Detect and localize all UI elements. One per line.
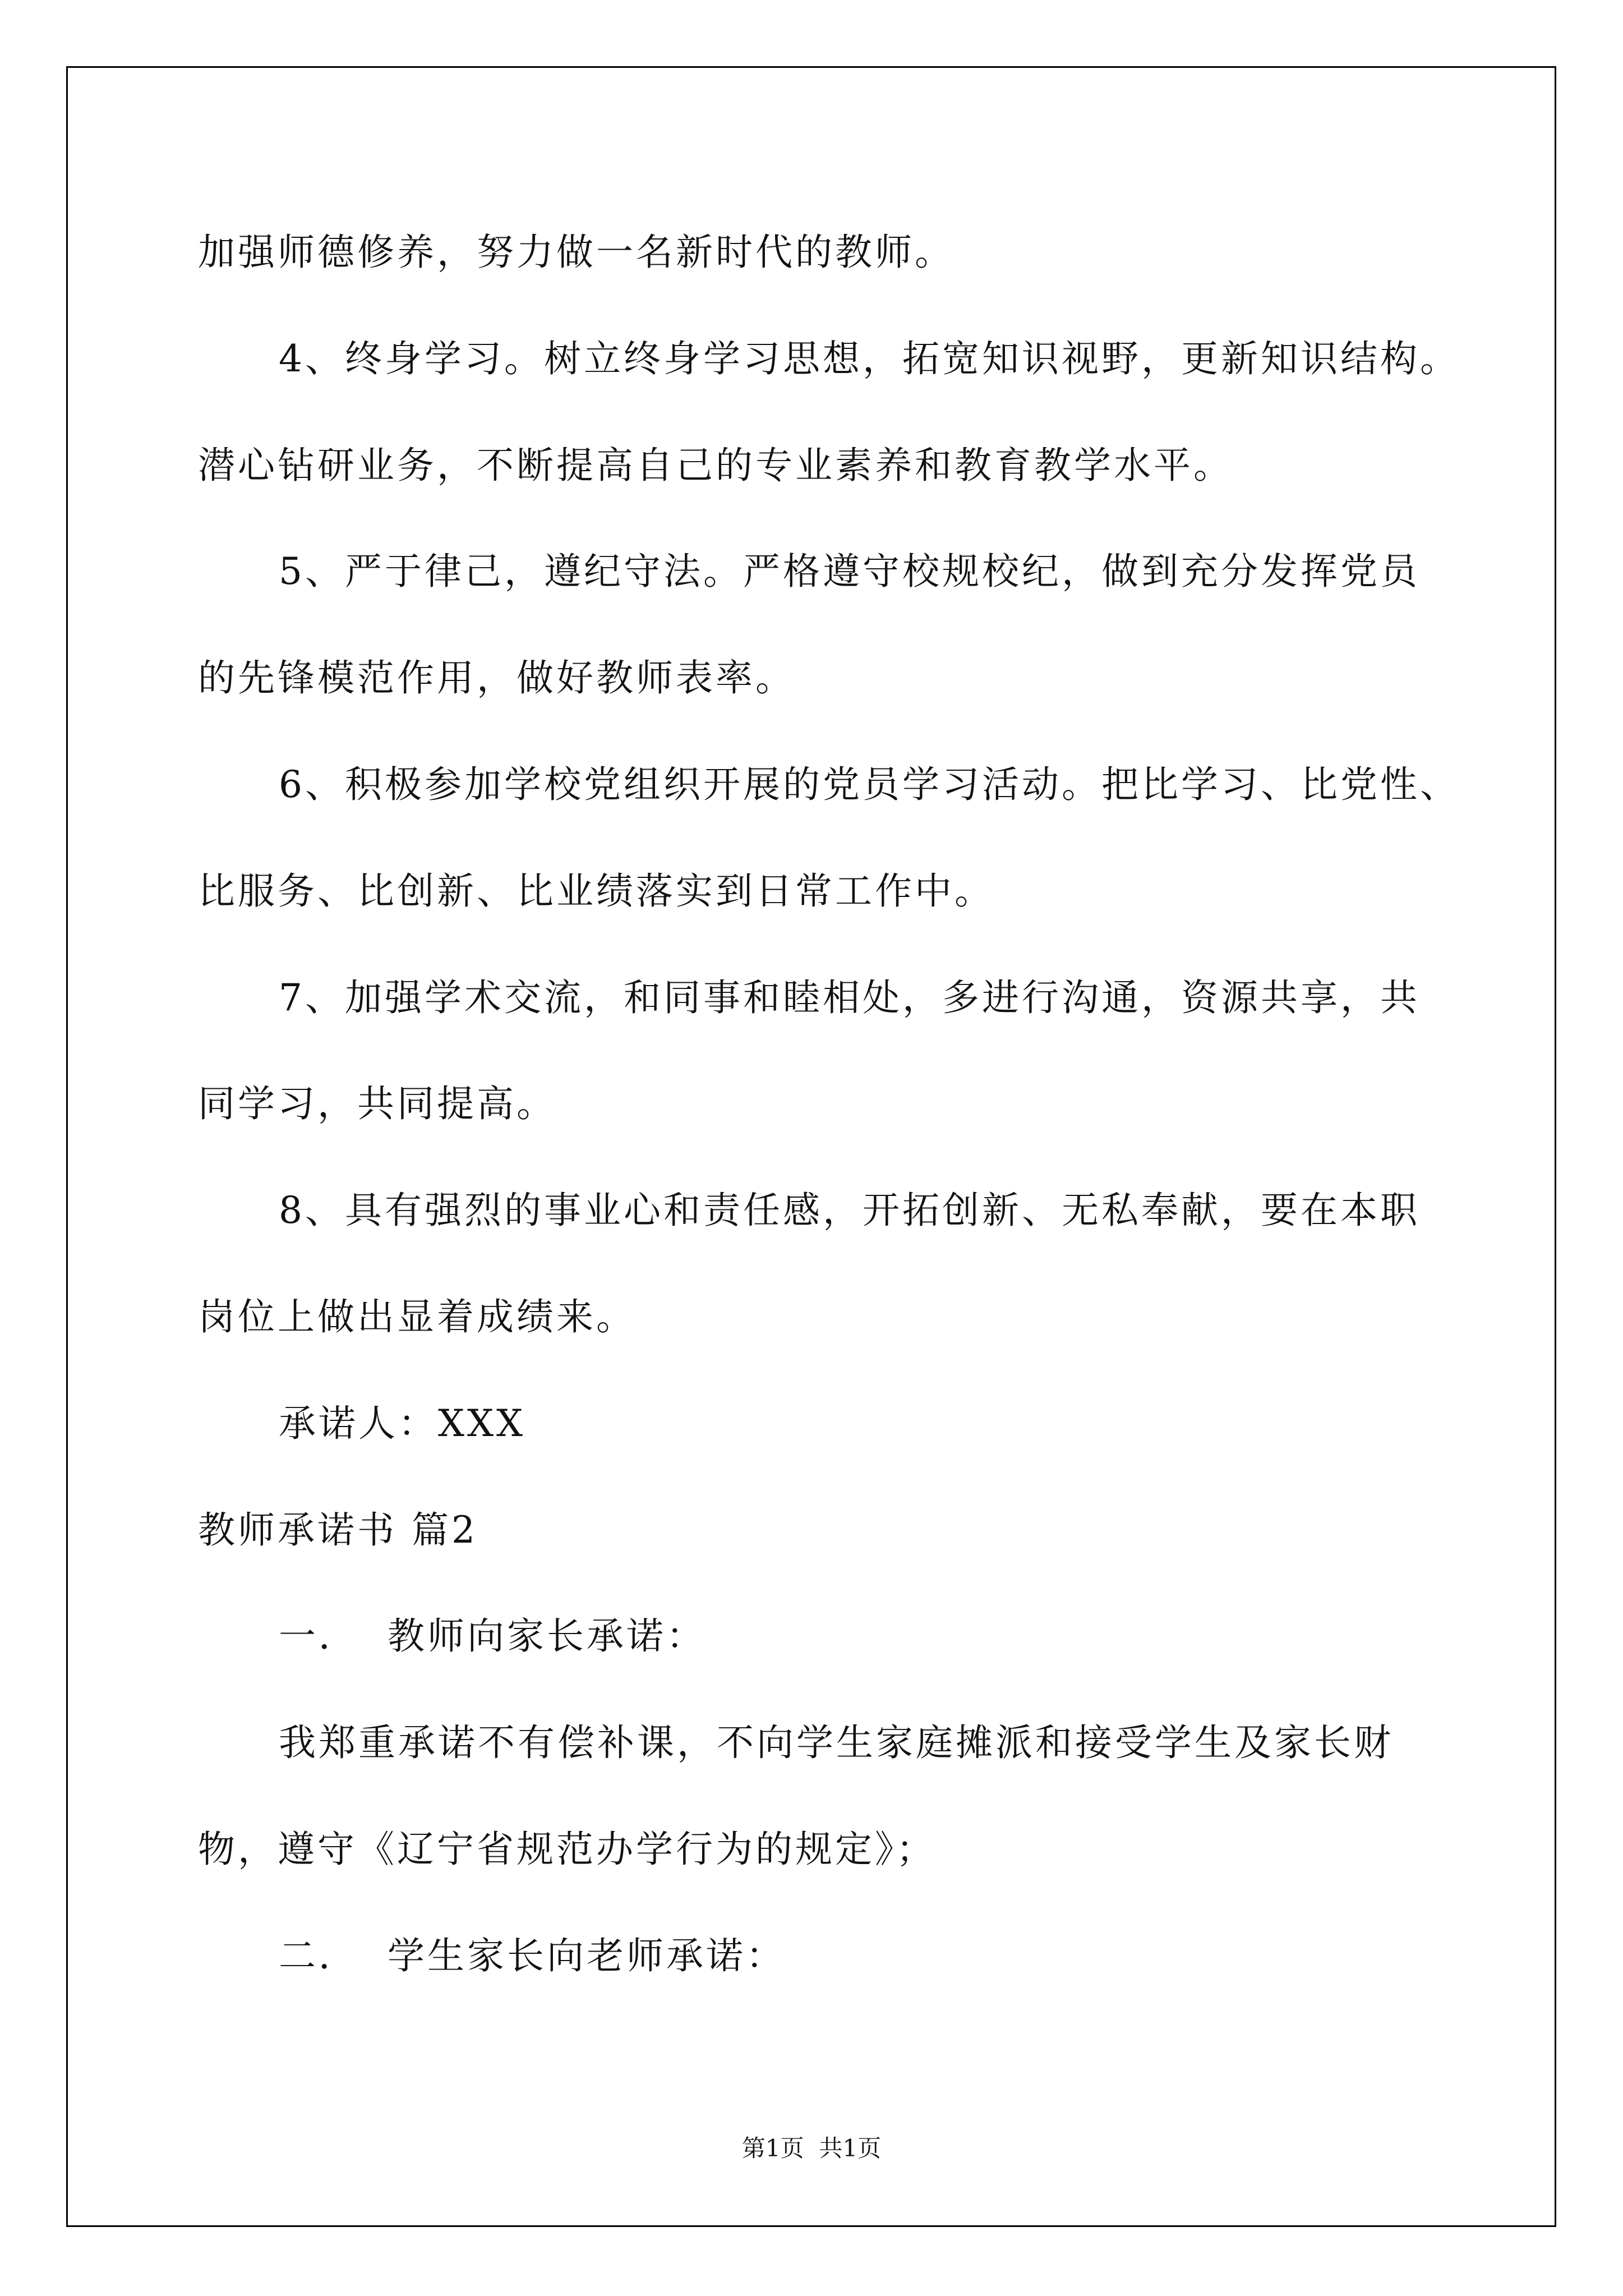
paragraph-line: 加强师德修养，努力做一名新时代的教师。 [198, 231, 955, 274]
paragraph-line-item-7: 7、加强学术交流，和同事和睦相处，多进行沟通，资源共享，共 [279, 976, 1420, 1019]
section-heading: 教师承诺书 篇2 [198, 1508, 478, 1552]
paragraph-line: 物，遵守《辽宁省规范办学行为的规定》； [198, 1827, 936, 1871]
signatory-line: 承诺人：XXX [279, 1401, 525, 1445]
paragraph-line-item-5: 5、严于律己，遵纪守法。严格遵守校规校纪，做到充分发挥党员 [279, 550, 1420, 593]
paragraph-line-item-6: 6、积极参加学校党组织开展的党员学习活动。把比学习、比党性、 [279, 762, 1460, 806]
document-body [198, 199, 1533, 2009]
paragraph-line: 同学习，共同提高。 [198, 1082, 556, 1126]
paragraph-line: 我郑重承诺不有偿补课，不向学生家庭摊派和接受学生及家长财 [279, 1721, 1394, 1765]
paragraph-line-item-4: 4、终身学习。树立终身学习思想，拓宽知识视野，更新知识结构。 [279, 337, 1460, 380]
paragraph-line: 比服务、比创新、比业绩落实到日常工作中。 [198, 869, 994, 913]
subsection-heading-2: 二． 学生家长向老师承诺： [279, 1934, 786, 1977]
subsection-heading-1: 一． 教师向家长承诺： [279, 1614, 706, 1658]
paragraph-line: 的先锋模范作用，做好教师表率。 [198, 656, 795, 700]
paragraph-line-item-8: 8、具有强烈的事业心和责任感，开拓创新、无私奉献，要在本职 [279, 1189, 1420, 1232]
paragraph-line: 潜心钻研业务，不断提高自己的专业素养和教育教学水平。 [198, 443, 1233, 487]
page-number-footer: 第1页 共1页 [741, 2134, 882, 2162]
paragraph-line: 岗位上做出显着成绩来。 [198, 1295, 636, 1338]
